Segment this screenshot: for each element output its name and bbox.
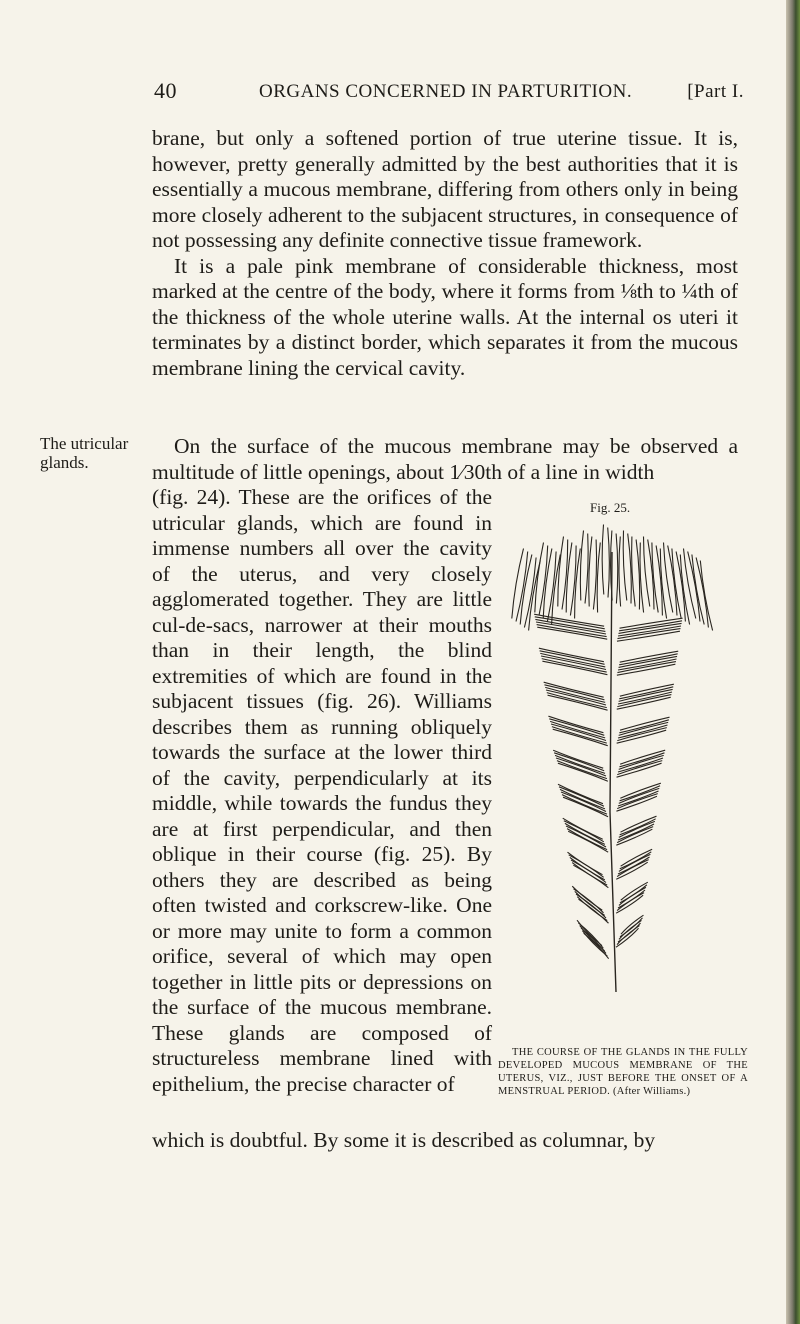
paragraph-3-intro-text: On the surface of the mucous membrane may be observed a multitude of little openings, about 1⁄30th of a line in width [152,434,738,484]
figure-label: Fig. 25. [590,500,631,515]
paragraph-1: brane, but only a softened portion of true uterine tissue. It is, however, pretty generally admitted by the best authorities that it is essentially a mucous membrane, differing from others only in being more closely adherent to the subjacent structures, in consequence of not possessing any definite connective tissue framework. [152,126,738,252]
page-edge-binding [786,0,800,1324]
paragraph-3-end: which is doubtful. By some it is described as columnar, by [152,1128,656,1152]
part-label: [Part I. [687,81,744,102]
page-number: 40 [154,78,177,103]
running-header [154,78,744,114]
running-title: ORGANS CONCERNED IN PARTURITION. [259,81,633,102]
uterine-glands-illustration [494,512,744,1032]
paragraph-2: It is a pale pink membrane of considerable thickness, most marked at the centre of the body, where it forms from ⅛th to ¼th of the thickness of the whole uterine walls. At the internal os uteri it terminates by a distinct border, which separates it from the mucous membrane lining the cervical cavity. [152,253,738,380]
paragraph-3-intro [152,434,738,485]
margin-note: The utricular glands. [40,434,129,472]
figure-caption: THE COURSE OF THE GLANDS IN THE FULLY DEVELOPED MUCOUS MEMBRANE OF THE UTERUS, VIZ., JUST BEFORE THE ONSET OF A MENSTRUAL PERIOD. (After Williams.) [498,1047,748,1097]
body-text-top [152,126,738,381]
paragraph-3-wrapped: (fig. 24). These are the orifices of the utricular glands, which are found in immense numbers all over the cavity of the uterus, and very closely agglomerated together. They are little cul-de-sacs, narrower at their mouths than in their length, the blind extremities of which are found in the subjacent tissues (fig. 26). Williams describes them as running obliquely towards the surface at the lower third of the cavity, perpendicularly at its middle, while towards the fundus they are at first perpendicular, and then oblique in their course (fig. 25). By others they are described as being often twisted and corkscrew-like. One or more may unite to form a common orifice, several of which may open together in little pits or depressions on the surface of the mucous membrane. These glands are composed of structureless membrane lined with epithelium, the precise character of [152,485,492,1096]
